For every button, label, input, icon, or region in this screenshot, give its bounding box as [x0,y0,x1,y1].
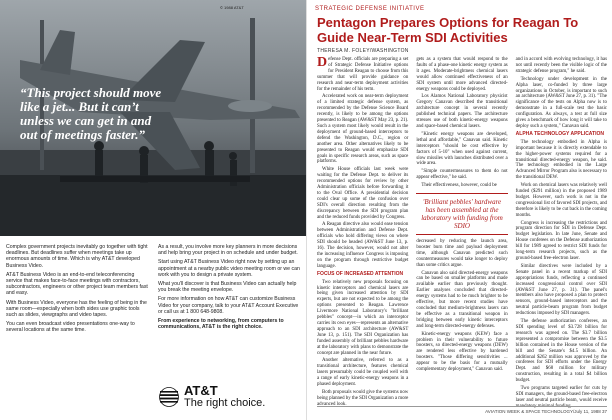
article-paragraph: Both proposals would give the systems now being planned by the SDI Organization a more advanced look. [317,389,409,407]
article-paragraph: Another alternative, referred to as a transitional architecture, features chemical lasers presumably could be coupled well with a range of early kinetic-energy weapons in a phased deployment. [317,358,409,388]
article-paragraph: Accelerated work on near-term deployment of a limited strategic defense system, as recommended by the Defense Science Board recently, is likely to be among the options presented to Reagan (AW&ST May 23, p. 21). Such a system most likely would result in the deployment of ground-based interceptors to defend the Washington, D.C., region or another area. Other alternatives likely to be presented to Reagan would emphasize SDI goals in specific research areas, such as space platforms. [317,94,409,165]
article-column-1 [317,55,409,407]
article-paragraph: Two programs targeted earlier for cuts by SDI managers, the ground-based free-electron laser and neutral particle beam, would receive mandatory minimal funding [515,386,607,409]
article-paragraph: Los Alamos National Laboratory physicist Gregory Canavan described the transitional architecture concept in several recently published technical papers. The architecture stresses use of both kinetic-energy weapons and space-based chemical lasers. [416,94,508,129]
article-paragraph: gets as a system that would respond to the faults of a phase-one kinetic energy system as it ages. Moderate-brightness chemical lasers would allow continued effectiveness of an SDI system until more advanced directed-energy weapons could be deployed. [416,57,508,92]
article-paragraph: Their effectiveness, however, could be [421,183,497,189]
ad-paragraph: What you'll discover is that Business Video can actually help you break the meeting envelope. [158,281,297,294]
article-paragraph: Technology under development in the Alpha laser, co-funded by three large organizations in October, is important to such an architecture (AW&ST June 27, p. 31). "The significance of the tests on Alpha now is to demonstrate in a full-scale test the basic configuration. As always, a test at full size gives a benchmark of how long it will take to deploy such a system," Canavan said. [515,76,607,129]
article-paragraph: "Kinetic energy weapons are developed, lethal and affordable," Canavan said. Kinetic interceptors "should be cost effective by factors of 5-10" when used against current, slow missiles with launches distributed over a wide area. [416,131,508,167]
article-paragraph: The technology embodied in Alpha is important because it is directly extendable to the higher-power systems required for a transitional directed-energy weapon, he said. The technology embodied in the Large Advanced Mirror Program also is necessary to the transitional DEW. [515,139,607,181]
article-paragraph: A Reagan directive also would ease tension between Administration and Defense Dept. officials who hold differing views on where SDI should be headed (AW&ST June 13, p. 16). The decision, however, would not alter the increasing influence Congress is imposing on the program through restrictive budget language. [317,222,409,269]
article-paragraph: and in accord with evolving technology, it has not until recently been the visible logic of the strategic defense program," he said. [515,57,607,74]
article-byline: THERESA M. FOLEY/WASHINGTON [317,48,409,54]
article-body [317,55,607,409]
att-brand: AT&T [184,383,218,398]
article-paragraph: The defense authorization conferees, an SDI spending level of $3.728 billion for research was agreed on. The $3.7 billion represented a compromise between the $3.5 billion contained in the House version of the bill and the Senate's $4.5 billion. An additional $262 million was approved by the conferees for SDI efforts under the Energy Dept. and $68 million for military construction, resulting in a total $4 billion budget. [515,319,607,384]
article-paragraph: Canavan also said directed-energy weapons can be based on smaller platforms and made available earlier than previously thought. Earlier analyses concluded that directed-energy systems had to be much brighter to be effective, but more recent studies have concluded that medium-brightness lasers can be effective as a transitional weapon in bridging between early kinetic interceptors and long-term directed-energy defenses. [416,270,508,329]
att-tagline: The right choice. [184,397,266,409]
subheading: FOCUS OF INCREASED ATTENTION [317,270,404,277]
subheading: ALPHA TECHNOLOGY APPLICATION [515,130,604,137]
ad-paragraph: As a result, you involve more key planners in more decisions and help bring your project in on schedule and under budget. [158,244,298,257]
article-paragraph: "Simple countermeasures to them do not appear effective," he said. [416,169,508,181]
article-paragraph: Kinetic-energy weapons (KEW) face a problem in their vulnerability to future boosters, so directed-energy weapons (DEW) are rendered less effective by hardened boosters. "Those differing sensitivities ... appear to be the basis for a mutually complementary deployment," Canavan said. [416,331,508,373]
ad-column-1 [6,244,148,337]
article-column-3 [515,57,607,409]
ad-body [6,244,300,337]
pull-quote: 'Brilliant pebbles' hardware has been assembled at the laboratory with funding from SDIO [416,193,507,235]
drop-cap: D [317,55,328,70]
ad-paragraph: From experience to networking, from computers to communications, AT&T is the right choice. [158,318,284,331]
ad-quote: “This project should move like a jet... But it can’t unless we can get in and out of meetings faster.” [20,85,162,142]
article-column-2 [416,57,507,402]
ad-column-2 [158,244,300,337]
article-paragraph: Congress is increasing the restrictions and program direction for SDI in Defense Dept. budget legislation. In late June, Senate and House conferees on the Defense authorization bill for 1989 agreed to restrict SDI funds for long-term research projects, such as the ground-based free-electron laser. [515,220,607,261]
att-globe-icon [159,387,179,407]
article-title: Pentagon Prepares Options for Reagan To Guide Near-Term SDI Activities [317,15,579,45]
page-footer: AVIATION WEEK & SPACE TECHNOLOGY/July 11, 1988 37 [317,406,607,414]
article-paragraph: Work on chemical lasers was relatively well funded ($291 million) in the proposed 1989 budget. However, such work is not in the congressional list of favored SDI projects, and therefore is likely to be cut back in the coming months. [515,183,607,218]
ad-paragraph: You can even broadcast video presentations one-way to several locations at the same time. [6,321,135,334]
ad-paragraph: Start using AT&T Business Video right now by setting up an appointment at a nearby public video meeting room or we can work with you to design a private system. [158,259,300,278]
article-page [306,0,612,420]
ad-paragraph: With Business Video, everyone has the feeling of being in the same room—especially when both sides use graphic tools such as slides, viewgraphs and video tapes. [6,299,147,319]
article-paragraph: Two relatively new proposals focusing on kinetic interceptors and chemical lasers are being given increased attention by SDI experts, but are not expected to be among the options presented to Reagan. Lawrence Livermore National Laboratory's "brilliant pebbles" concept—in which an interceptor carries its own eyes—represents an alternative approach to an SDI architecture (AW&ST June 13, p. 151). The SDI Organization has funded assembly of brilliant pebbles hardware at the laboratory with plans to demonstrate the concept are planned in the near future. [317,279,409,356]
att-logo [159,385,265,409]
ad-paragraph: AT&T Business Video is an end-to-end teleconferencing service that makes face-to-face meetings with contractors, subcontractors, engineers or other project team members fast and easy. [6,271,148,297]
article-paragraph: White House officials last week were waiting for the Defense Dept. to deliver its recommended options for review by other Administration officials before forwarding it to the Oval Office. A presidential decision could clear up some of the confusion over SDI's overall direction resulting from the discrepancy between the SDI program plan and the reduced funds provided by Congress. [317,167,409,220]
article-paragraph: Similar directives were included by a Senate panel in a recent markup of SDI appropriations funds, reflecting a continued increased congressional control over SDI (AW&ST June 27, p. 31). The panel's members also have proposed a plan to protect sensors, ground-based interceptors and the neutral particle-beam program from budget reductions imposed by SDI managers. [515,263,607,317]
section-header: STRATEGIC DEFENSE INITIATIVE [315,6,425,12]
photo-credit: © 1988 AT&T [220,5,244,10]
article-paragraph: efense Dept. officials are preparing a set of Strategic Defense Initiative options for President Reagan to choose from this summer that will provide guidance on research and near-term deployment activities for the remainder of his term. [317,57,409,92]
article-paragraph: decreased by reducing the launch area, booster burn time and payload deployment time, although Canavan predicted such countermeasures would take longer to deploy than some critics argue. [416,239,508,268]
ad-paragraph: For more information on how AT&T can customize Business Video for your company, talk to your AT&T Account Executive or call us at 1 800 648-9808. [158,296,299,315]
ad-paragraph: Complex government projects inevitably go together with tight deadlines. But deadlines suffer when meetings take up enormous amounts of time. Which is why AT&T developed Business Video. [6,244,148,269]
